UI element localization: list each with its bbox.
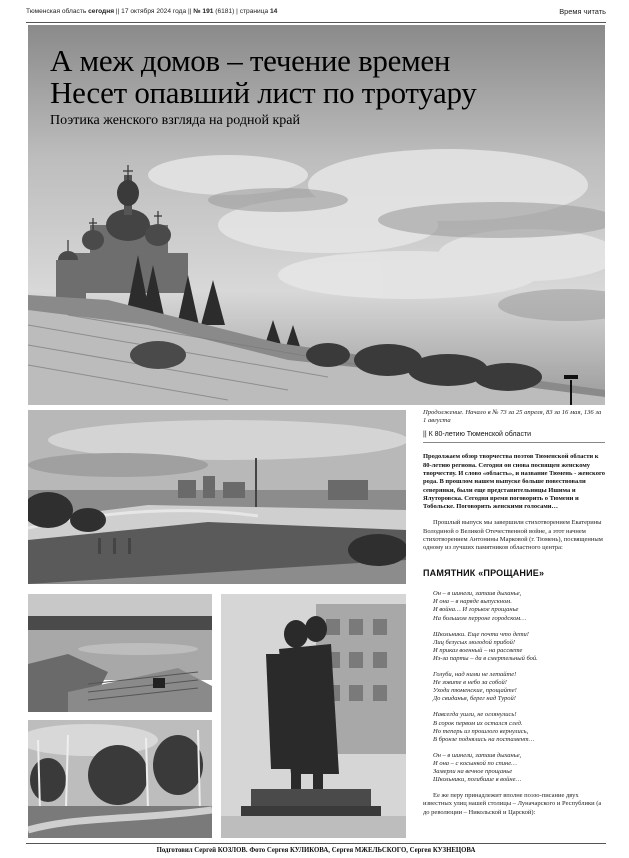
poem-line: Не зовите в небо за собой! bbox=[433, 679, 507, 687]
page-label: страница bbox=[239, 8, 269, 15]
headline-line-2: Несет опавший лист по тротуару bbox=[50, 75, 477, 110]
poem-line: Уходи тюменские, прощайте! bbox=[433, 687, 517, 695]
publication-name-bold: сегодня bbox=[88, 8, 115, 15]
river-panorama-illustration bbox=[28, 410, 406, 584]
article-text-column bbox=[423, 409, 605, 817]
photo-credits: Подготовил Сергей КОЗЛОВ. Фото Сергея КУЛИКОВА, Сергея МЖЕЛЬСКОГО, Сергея КУЗНЕЦОВА bbox=[26, 843, 606, 854]
section-name: Время читать bbox=[559, 7, 606, 16]
poem-line: Замерли на вечное прощанье bbox=[433, 767, 513, 775]
poem-line: В сорок первом их остался след. bbox=[433, 719, 523, 727]
poem bbox=[423, 590, 605, 784]
poem-title: ПАМЯТНИК «ПРОЩАНИЕ» bbox=[423, 568, 545, 579]
rubric: || К 80-летию Тюменской области bbox=[423, 431, 605, 443]
closing-paragraph: Ее же перу принадлежит вполне поэзо-писание двух известных улиц нашей столицы – Луначарского и Республики (а до революции – Никольской и Царской): bbox=[423, 792, 602, 816]
hero-photo bbox=[28, 25, 605, 405]
poem-line: На большом перроне городском… bbox=[433, 614, 527, 622]
continued-note: Продолжение. Начало в № 73 за 25 апреля, 83 за 16 мая, 136 за 1 августа bbox=[423, 409, 602, 425]
poem-stanza bbox=[433, 711, 605, 743]
headline-line-1: А меж домов – течение времен bbox=[50, 43, 451, 78]
page-number: 14 bbox=[269, 8, 278, 15]
issue-number: (6181) bbox=[215, 8, 235, 15]
page-header bbox=[26, 6, 606, 20]
issue-label: № 191 bbox=[193, 8, 214, 15]
lake-photo bbox=[28, 594, 212, 712]
poem-stanza bbox=[433, 631, 605, 663]
poem-stanza bbox=[433, 752, 605, 784]
header-info: Тюменская область сегодня || 17 октября 2024 года || № 191 (6181) | страница 14 bbox=[26, 8, 278, 15]
poem-line: И приказ военный – на рассвете bbox=[433, 646, 523, 654]
birch-forest-illustration bbox=[28, 720, 212, 838]
header-rule bbox=[26, 22, 606, 23]
subheadline: Поэтика женского взгляда на родной край bbox=[50, 113, 300, 128]
headline bbox=[50, 45, 476, 109]
birch-forest-photo bbox=[28, 720, 212, 838]
poem-line: Из-за парты – да в смертельный бой. bbox=[433, 654, 538, 662]
poem-line: И она – в наряде выпускном. bbox=[433, 598, 512, 606]
publication-name: Тюменская область bbox=[26, 8, 87, 15]
poem-line: Навсегда ушли, не оглянулись! bbox=[433, 711, 517, 719]
poem-line: В бронзе поднялись на постамент… bbox=[433, 735, 535, 743]
poem-line: Школьники. Еще почти что дети! bbox=[433, 630, 529, 638]
body-paragraph: Прошлый выпуск мы завершили стихотворением Екатерины Володиной о Великой Отечественной войне, а этот начнем стихотворением Антонины Марковой (г. Тюмень), посвященным одному из лучших памятников областного центра: bbox=[423, 519, 603, 552]
poem-stanza bbox=[433, 671, 605, 703]
poem-line: Голуби, над ними не летайте! bbox=[433, 671, 517, 679]
lead-paragraph: Продолжаем обзор творчества поэтов Тюменской области к 80-летию региона. Сегодня он снова посвящен женскому творчеству. И слово «область», и название Тюмень - женского рода. В прошлом нашем выпуске больше повествовали северянки, были еще представительницы Ишима и Ялуторовска. Сегодня время поговорить о Тюмени и Тобольске. Поговорить женскими голосами… bbox=[423, 453, 605, 511]
monument-photo bbox=[221, 594, 406, 838]
poem-line: Лиц безусых молодой прибой! bbox=[433, 638, 516, 646]
poem-line: До свиданья, берег над Турой! bbox=[433, 695, 516, 703]
poem-line: Он – в шинели, затаив дыханье, bbox=[433, 590, 522, 598]
poem-stanza bbox=[433, 590, 605, 622]
poem-line: И она – с косынкой по спине… bbox=[433, 759, 517, 767]
poem-line: И война… И горькое прощанье bbox=[433, 606, 519, 614]
poem-line: Но теперь из прошлого вернулись, bbox=[433, 727, 529, 735]
poem-line: Он – в шинели, затаив дыханье, bbox=[433, 751, 522, 759]
lake-illustration bbox=[28, 594, 212, 712]
poem-line: Школьники, погибшие в войне… bbox=[433, 776, 522, 784]
issue-date: 17 октября 2024 года bbox=[121, 8, 187, 15]
river-panorama-photo bbox=[28, 410, 406, 584]
monument-illustration bbox=[221, 594, 406, 838]
